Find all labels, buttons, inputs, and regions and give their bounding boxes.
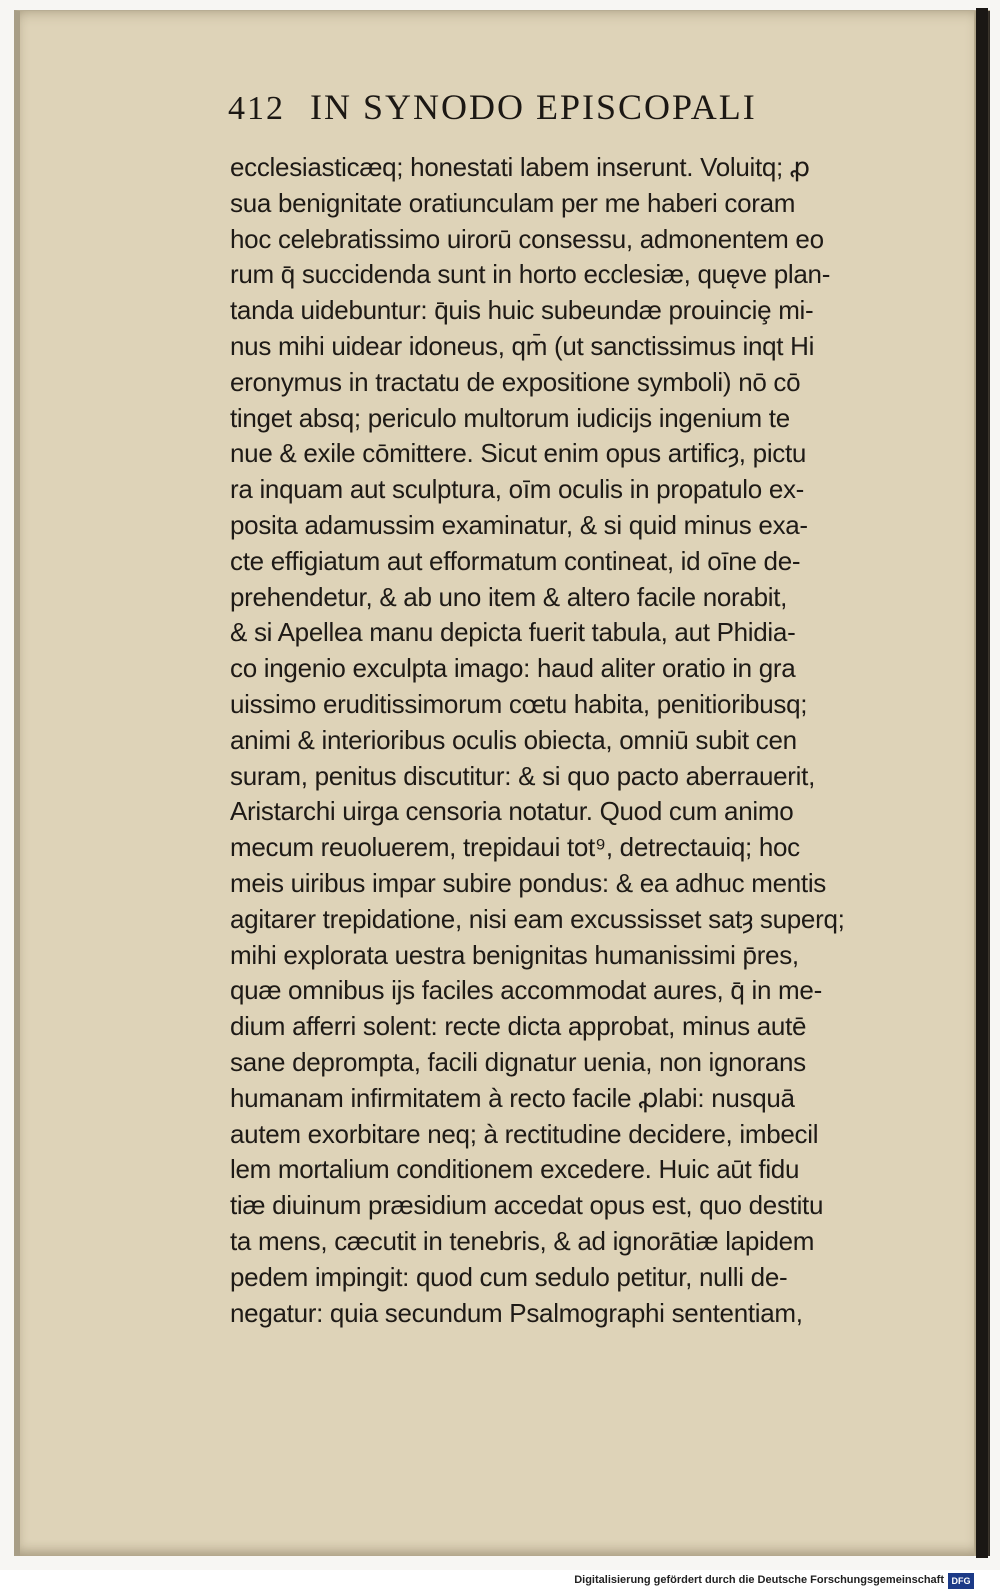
footer-credit: Digitalisierung gefördert durch die Deutsche Forschungsgemeinschaft [574,1574,944,1586]
text-line: ta mens, cæcutit in tenebris, & ad ignorātiæ lapidem [230,1225,815,1256]
text-line: posita adamussim examinatur, & si quid minus exa- [230,509,808,540]
text-line: uissimo eruditissimorum cœtu habita, penitioribusq; [230,688,808,719]
text-line: animi & interioribus oculis obiecta, omniū subit cen [230,724,797,755]
text-line: nus mihi uidear idoneus, qm̄ (ut sanctissimus inqt Hi [230,330,815,361]
text-line: mihi explorata uestra benignitas humanissimi p̄res, [230,939,799,970]
running-header [228,86,878,146]
text-line: rum q̄ succidenda sunt in horto ecclesiæ, quęve plan- [230,259,831,290]
dfg-logo: DFG [948,1573,974,1589]
text-line: dium afferri solent: recte dicta approbat, minus autē [230,1011,807,1042]
text-line: mecum reuoluerem, trepidaui tot⁹, detrectauiq; hoc [230,832,800,863]
text-line: sua benignitate oratiunculam per me haberi coram [230,187,796,218]
text-line: ra inquam aut sculptura, oīm oculis in propatulo ex- [230,474,805,505]
body-text [230,150,960,1331]
text-line: humanam infirmitatem à recto facile ꝓlabi: nusquā [230,1082,795,1113]
text-line: nue & exile cōmittere. Sicut enim opus artificȝ, pictu [230,438,807,469]
text-line: lem mortalium conditionem excedere. Huic aūt fidu [230,1154,800,1185]
text-line: negatur: quia secundum Psalmographi sententiam, [230,1297,803,1328]
text-line: Aristarchi uirga censoria notatur. Quod cum animo [230,796,794,827]
running-title: IN SYNODO EPISCOPALI [310,87,757,127]
text-line: agitarer trepidatione, nisi eam excussisset satȝ superq; [230,903,845,934]
text-line: co ingenio exculpta imago: haud aliter oratio in gra [230,653,796,684]
text-line: sane deprompta, facili dignatur uenia, non ignorans [230,1046,806,1077]
footer-bar [0,1571,1000,1593]
text-line: meis uiribus impar subire pondus: & ea adhuc mentis [230,867,827,898]
text-line: suram, penitus discutitur: & si quo pacto aberrauerit, [230,760,815,791]
text-line: ecclesiasticæq; honestati labem inserunt. Voluitq; ꝓ [230,152,810,182]
text-line: quæ omnibus ijs faciles accommodat aures, q̄ in me- [230,975,822,1006]
text-line: pedem impingit: quod cum sedulo petitur, nulli de- [230,1261,788,1292]
text-line: tinget absq; periculo multorum iudicijs ingenium te [230,402,790,433]
text-line: tiæ diuinum præsidium accedat opus est, quo destitu [230,1190,824,1221]
text-line: autem exorbitare neq; à rectitudine decidere, imbecil [230,1118,819,1149]
text-line: & si Apellea manu depicta fuerit tabula, aut Phidia- [230,617,796,648]
text-line: cte effigiatum aut efformatum contineat, id oīne de- [230,545,801,576]
binding-edge [976,8,988,1558]
page-number: 412 [228,90,285,127]
text-line: eronymus in tractatu de expositione symboli) nō cō [230,366,801,397]
text-line: prehendetur, & ab uno item & altero facile norabit, [230,581,788,612]
text-line: hoc celebratissimo uirorū consessu, admonentem eo [230,223,824,254]
text-line: tanda uidebuntur: q̄uis huic subeundæ prouinciȩ mi- [230,295,814,326]
